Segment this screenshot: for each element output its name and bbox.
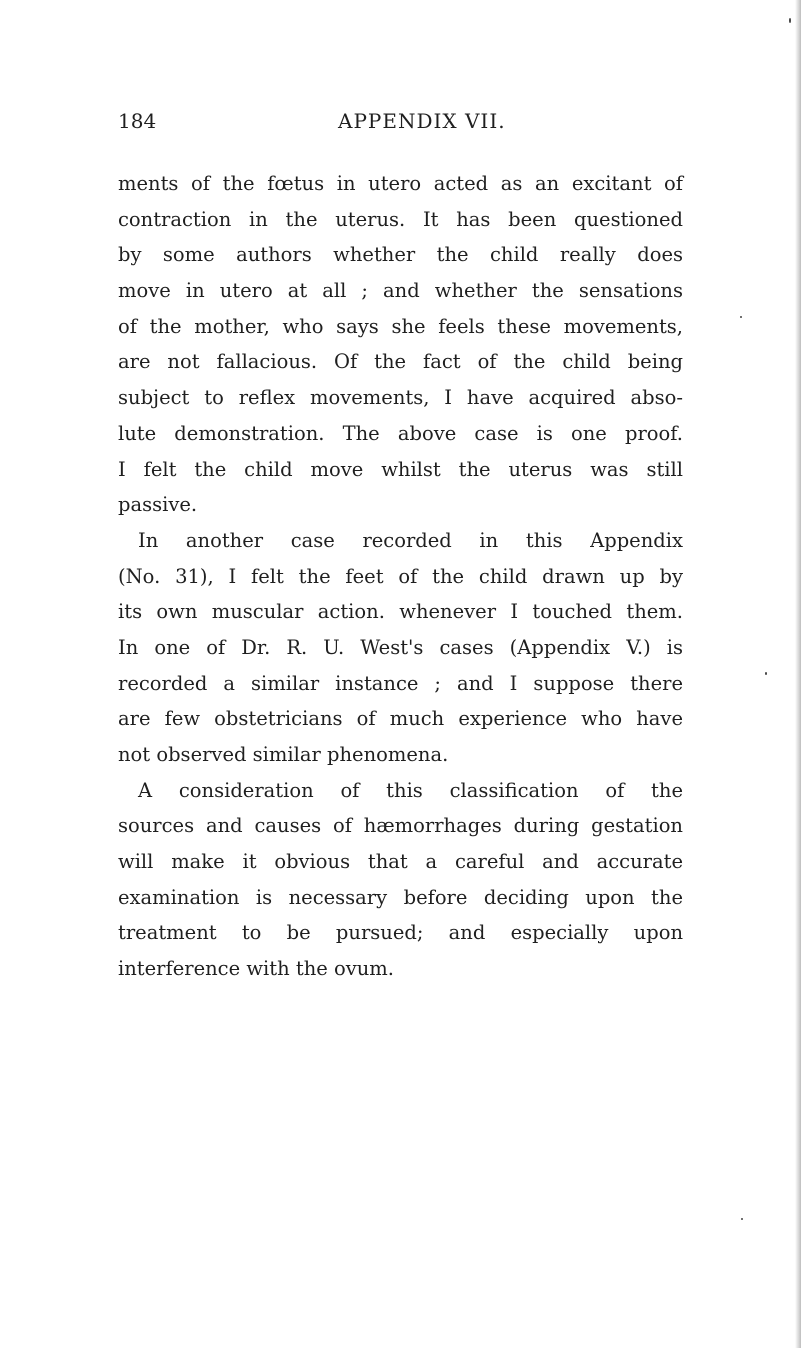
text-line: (No. 31), I felt the feet of the child drawn up by [118,564,683,588]
paragraph-2 [118,523,683,773]
text-line: will make it obvious that a careful and accurate [118,850,683,874]
page-header [118,106,686,136]
page-number: 184 [118,109,157,133]
text-line: are few obstetricians of much experience who have [118,707,683,731]
text-line: ments of the fœtus in utero acted as an excitant of [118,172,683,195]
text-line: A consideration of this classification of the [138,778,683,802]
text-line: move in utero at all ; and whether the sensations [118,279,683,303]
scan-speck [789,18,791,23]
text-line: In another case recorded in this Appendix [138,528,683,552]
text-line: contraction in the uterus. It has been questioned [118,207,683,231]
text-line: its own muscular action. whenever I touched them. [118,600,683,624]
text-line: are not fallacious. Of the fact of the child being [118,350,683,374]
scan-speck [740,316,742,318]
text-line: In one of Dr. R. U. West's cases (Appendix V.) is [118,635,683,659]
text-line: sources and causes of hæmorrhages during gestation [118,814,683,838]
body-text [118,166,683,987]
text-line: interference with the ovum. [118,957,394,981]
page-edge-shadow [795,0,801,1348]
scan-speck [765,672,767,675]
text-line: passive. [118,493,198,517]
paragraph-1 [118,166,683,523]
text-line: treatment to be pursued; and especially upon [118,921,683,945]
text-line: I felt the child move whilst the uterus was still [118,457,683,481]
paragraph-3 [118,773,683,987]
text-line: not observed similar phenomena. [118,743,449,766]
scan-speck [741,1218,743,1220]
running-head: APPENDIX VII. [338,109,506,133]
text-line: by some authors whether the child really does [118,243,683,267]
text-line: subject to reflex movements, I have acquired abso- [118,386,683,410]
text-line: of the mother, who says she feels these movements, [118,314,683,338]
text-line: recorded a similar instance ; and I suppose there [118,671,683,695]
text-line: lute demonstration. The above case is one proof. [118,421,683,445]
text-line: examination is necessary before deciding upon the [118,885,683,909]
